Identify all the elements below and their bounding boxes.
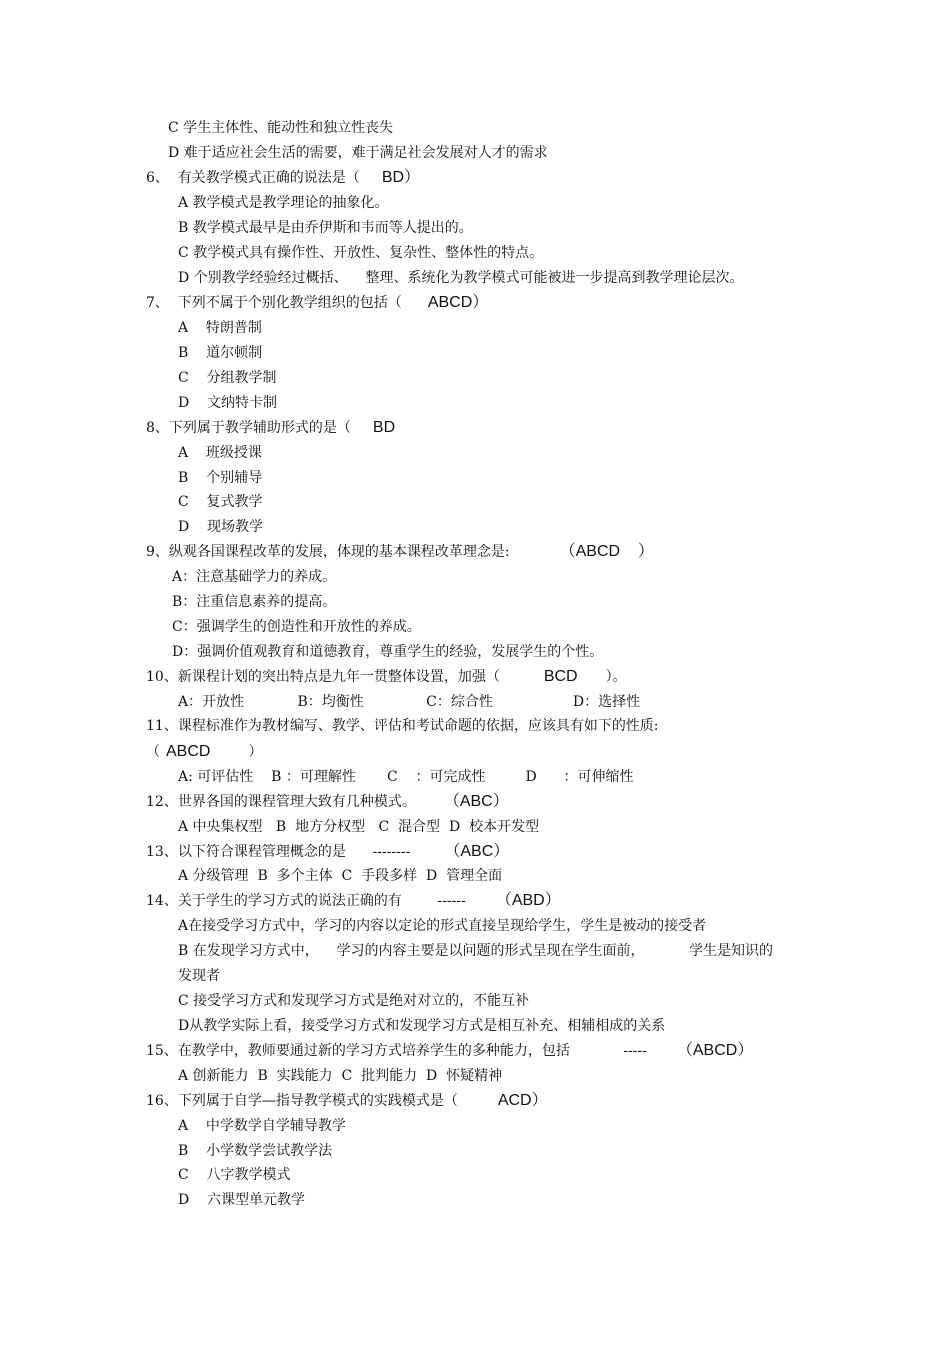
- answer-9: （ABCD ）: [559, 543, 654, 560]
- answer-15: （ABCD）: [676, 1042, 754, 1059]
- line-0: C 学生主体性、能动性和独立性丧失: [168, 120, 394, 136]
- option-line: D：强调价值观教育和道德教育，尊重学生的经验，发展学生的个性。: [172, 644, 604, 660]
- question-7: 7、 下列不属于个别化教学组织的包括（ ABCD）: [146, 294, 489, 311]
- option-line: C：强调学生的创造性和开放性的养成。: [172, 619, 421, 635]
- question-14: 14、关于学生的学习方式的说法正确的有 ------ （ABD）: [146, 892, 561, 909]
- answer-8: BD: [372, 419, 396, 436]
- option-line: D 现场教学: [178, 519, 264, 535]
- answer-12: （ABC）: [451, 793, 509, 810]
- answer-16: ACD）: [497, 1092, 548, 1109]
- question-9: 9、纵观各国课程改革的发展，体现的基本课程改革理念是: （ABCD ）: [146, 543, 654, 560]
- option-line: C 分组教学制: [178, 370, 277, 386]
- question-8: 8、下列属于教学辅助形式的是（ BD: [146, 419, 396, 436]
- option-line: A：注意基础学力的养成。: [172, 569, 337, 585]
- option-line: A在接受学习方式中，学习的内容以定论的形式直接呈现给学生，学生是被动的接受者: [178, 918, 707, 934]
- question-11-answer-line: （ ABCD ）: [146, 743, 263, 760]
- option-line: B 个别辅导: [178, 470, 263, 486]
- answer-7: ABCD）: [427, 294, 489, 311]
- option-line: C 八字教学模式: [178, 1167, 291, 1183]
- option-line: A：开放性 B：均衡性 C：综合性 D：选择性: [178, 694, 641, 710]
- answer-10: BCD: [543, 668, 578, 685]
- option-line: B 道尔顿制: [178, 345, 263, 361]
- question-16: 16、下列属于自学—指导教学模式的实践模式是（ ACD）: [146, 1092, 548, 1109]
- question-12: 12、世界各国的课程管理大致有几种模式。 （ABC）: [146, 793, 509, 810]
- option-line: A 创新能力 B 实践能力 C 批判能力 D 怀疑精神: [178, 1068, 503, 1084]
- option-line: A 中学数学自学辅导教学: [178, 1118, 346, 1134]
- option-line: D 文纳特卡制: [178, 395, 278, 411]
- question-13: 13、以下符合课程管理概念的是 -------- （ABC）: [146, 843, 510, 860]
- question-11: 11、课程标准作为教材编写、教学、评估和考试命题的依据，应该具有如下的性质:: [146, 718, 659, 734]
- option-line: B：注重信息素养的提高。: [172, 594, 337, 610]
- option-line: A 分级管理 B 多个主体 C 手段多样 D 管理全面: [178, 868, 503, 884]
- option-line: B 小学数学尝试教学法: [178, 1143, 333, 1159]
- option-line: A 班级授课: [178, 445, 262, 461]
- option-line: D 六课型单元教学: [178, 1192, 306, 1208]
- option-line: B 在发现学习方式中， 学习的内容主要是以问题的形式呈现在学生面前， 学生是知识的: [178, 943, 774, 959]
- option-line: A 教学模式是教学理论的抽象化。: [178, 195, 389, 211]
- option-line: A 中央集权型 B 地方分权型 C 混合型 D 校本开发型: [178, 819, 540, 835]
- option-line: D 个别教学经验经过概括、 整理、系统化为教学模式可能被进一步提高到教学理论层次。: [178, 270, 744, 286]
- answer-6: BD）: [381, 169, 421, 186]
- answer-11: ABCD: [166, 743, 211, 760]
- option-line: C 接受学习方式和发现学习方式是绝对对立的，不能互补: [178, 993, 530, 1009]
- line-1: D 难于适应社会生活的需要，难于满足社会发展对人才的需求: [168, 145, 548, 161]
- option-line: D从教学实际上看，接受学习方式和发现学习方式是相互补充、相辅相成的关系: [178, 1018, 666, 1034]
- question-15: 15、在教学中，教师要通过新的学习方式培养学生的多种能力，包括 ----- （ABCD）: [146, 1042, 754, 1059]
- option-line: C 教学模式具有操作性、开放性、复杂性、整体性的特点。: [178, 245, 544, 261]
- question-10: 10、新课程计划的突出特点是九年一贯整体设置，加强（ BCD ）。: [146, 668, 627, 685]
- question-6: 6、 有关教学模式正确的说法是（ BD）: [146, 169, 421, 186]
- option-line: A 特朗普制: [178, 320, 262, 336]
- answer-13: （ABC）: [444, 843, 510, 860]
- option-line: 发现者: [178, 968, 220, 984]
- answer-14: （ABD）: [495, 892, 561, 909]
- option-line: A: 可评估性 B ：可理解性 C ：可完成性 D ：可伸缩性: [178, 769, 634, 785]
- option-line: C 复式教学: [178, 494, 263, 510]
- option-line: B 教学模式最早是由乔伊斯和韦而等人提出的。: [178, 220, 473, 236]
